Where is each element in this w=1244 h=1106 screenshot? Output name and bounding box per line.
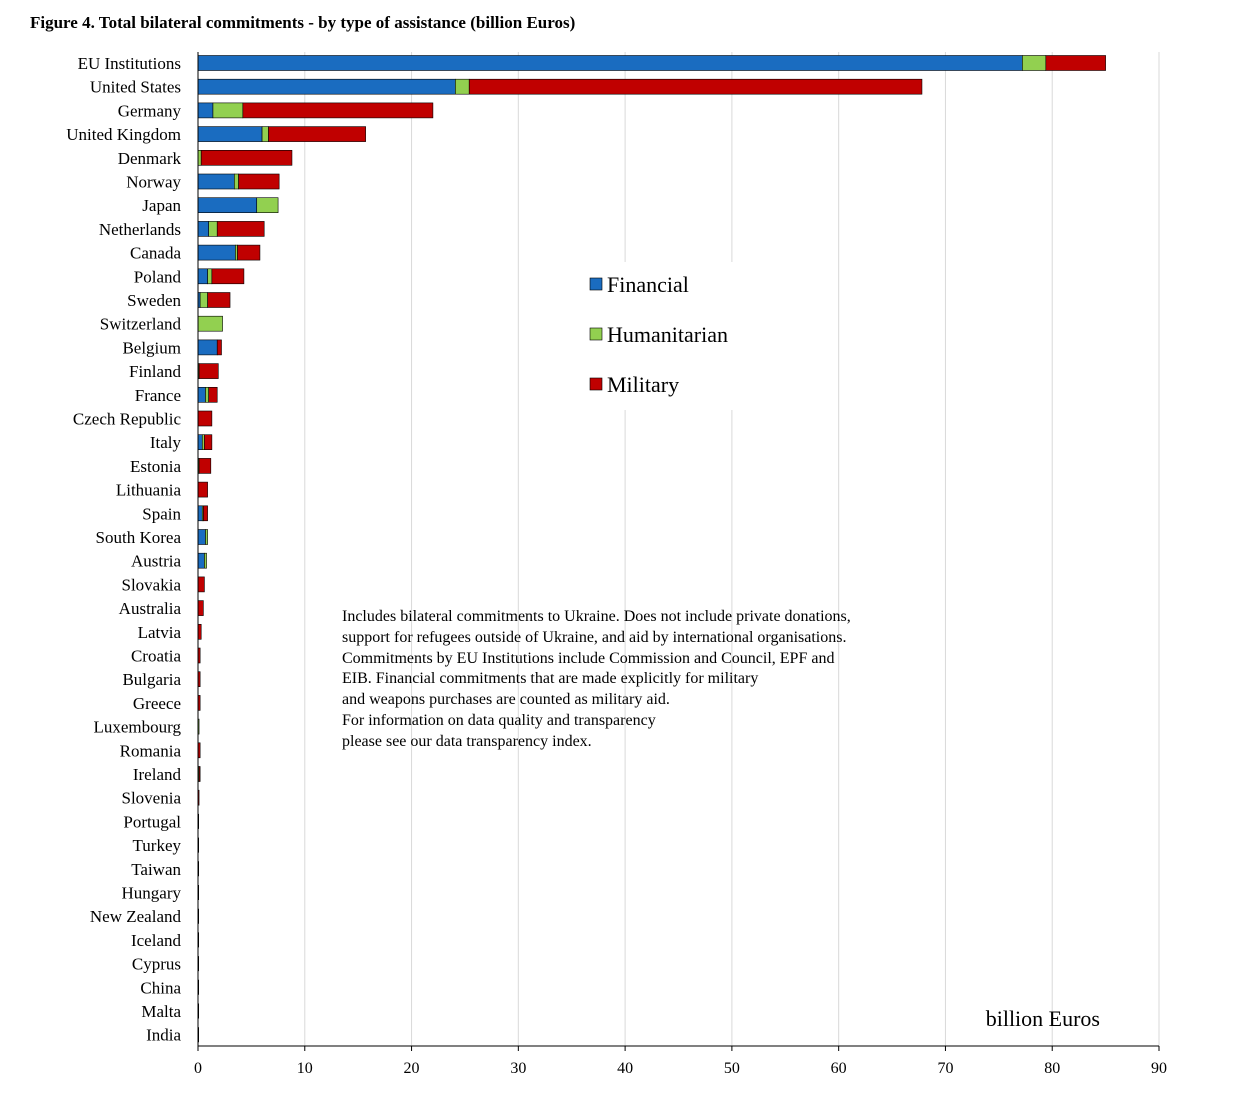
category-labels — [66, 54, 181, 1045]
bar-financial-6 — [198, 198, 257, 213]
category-label-32: Portugal — [123, 812, 181, 832]
bar-financial-9 — [198, 269, 208, 284]
bar-humanitarian-2 — [213, 103, 243, 118]
bar-military-2 — [243, 103, 433, 118]
note-line-5: For information on data quality and transparency — [342, 711, 656, 729]
bar-financial-2 — [198, 103, 213, 118]
bar-humanitarian-10 — [200, 293, 207, 308]
bar-financial-12 — [198, 340, 217, 355]
axes — [198, 52, 1159, 1051]
unit-label: billion Euros — [985, 1006, 1100, 1031]
bar-financial-0 — [198, 56, 1022, 71]
category-label-29: Romania — [119, 741, 181, 761]
bar-military-9 — [212, 269, 244, 284]
bar-military-4 — [201, 150, 292, 165]
legend — [578, 262, 743, 410]
bar-humanitarian-20 — [205, 530, 207, 545]
bar-financial-8 — [198, 245, 235, 260]
bar-military-3 — [268, 127, 365, 142]
bar-military-13 — [199, 364, 218, 379]
bar-military-30 — [199, 767, 200, 782]
bar-humanitarian-16 — [202, 435, 204, 450]
bar-military-0 — [1046, 56, 1106, 71]
x-tick-labels — [194, 1060, 1167, 1077]
category-label-10: Sweden — [127, 291, 181, 310]
bar-military-17 — [199, 458, 211, 473]
x-tick-label-90: 90 — [1151, 1060, 1167, 1077]
x-tick-label-0: 0 — [194, 1060, 202, 1077]
bar-humanitarian-9 — [208, 269, 212, 284]
bar-military-14 — [209, 387, 218, 402]
category-label-21: Austria — [130, 551, 181, 571]
category-label-2: Germany — [117, 101, 181, 121]
category-label-5: Norway — [126, 172, 181, 192]
x-tick-label-70: 70 — [937, 1060, 954, 1077]
category-label-23: Australia — [118, 599, 181, 619]
category-label-16: Italy — [149, 433, 181, 453]
note-line-6: please see our data transparency index. — [342, 732, 592, 750]
bar-military-23 — [198, 601, 203, 616]
category-label-4: Denmark — [117, 148, 181, 168]
category-label-36: New Zealand — [89, 907, 181, 927]
category-label-19: Spain — [142, 504, 181, 524]
bar-humanitarian-1 — [455, 79, 469, 94]
x-tick-label-30: 30 — [510, 1060, 527, 1077]
bar-military-12 — [217, 340, 221, 355]
category-label-41: India — [146, 1025, 181, 1045]
note-line-2: Commitments by EU Institutions include Commission and Council, EPF and — [342, 649, 835, 667]
bar-financial-14 — [198, 387, 205, 402]
category-label-15: Czech Republic — [72, 409, 181, 429]
bar-marks — [198, 56, 1106, 1043]
category-label-37: Iceland — [130, 930, 181, 950]
chart-note — [342, 607, 851, 753]
bar-financial-5 — [198, 174, 234, 189]
bar-humanitarian-8 — [235, 245, 237, 260]
bar-military-16 — [204, 435, 211, 450]
bar-financial-16 — [198, 435, 202, 450]
category-label-6: Japan — [142, 196, 181, 216]
legend-swatch-military — [590, 378, 602, 390]
category-label-28: Luxembourg — [93, 717, 181, 737]
category-label-30: Ireland — [132, 765, 181, 784]
category-label-26: Bulgaria — [122, 670, 181, 690]
category-label-24: Latvia — [137, 622, 181, 642]
note-line-3: EIB. Financial commitments that are made explicitly for military — [342, 670, 759, 688]
x-tick-label-40: 40 — [617, 1060, 634, 1077]
category-label-9: Poland — [133, 267, 181, 287]
category-label-1: United States — [89, 77, 181, 97]
bar-military-8 — [238, 245, 260, 260]
bar-financial-7 — [198, 221, 209, 236]
category-label-39: China — [140, 978, 181, 998]
bar-humanitarian-5 — [234, 174, 238, 189]
category-label-27: Greece — [132, 693, 181, 713]
category-label-13: Finland — [129, 362, 181, 382]
x-tick-label-50: 50 — [723, 1060, 740, 1077]
category-label-18: Lithuania — [115, 480, 181, 500]
bar-humanitarian-11 — [198, 316, 223, 331]
bar-military-18 — [198, 482, 208, 497]
legend-label-humanitarian: Humanitarian — [607, 322, 728, 347]
category-label-22: Slovakia — [121, 575, 181, 595]
bar-humanitarian-14 — [205, 387, 208, 402]
category-label-35: Hungary — [121, 883, 181, 903]
chart-title: Figure 4. Total bilateral commitments - by type of assistance (billion Euros) — [30, 13, 576, 32]
category-label-8: Canada — [130, 243, 181, 263]
legend-label-military: Military — [607, 372, 680, 397]
category-label-31: Slovenia — [121, 788, 181, 808]
x-tick-label-60: 60 — [830, 1060, 847, 1077]
bar-humanitarian-3 — [262, 127, 268, 142]
category-label-33: Turkey — [132, 836, 181, 856]
x-tick-label-80: 80 — [1044, 1060, 1061, 1077]
bar-humanitarian-0 — [1022, 56, 1045, 71]
category-label-11: Switzerland — [99, 314, 181, 334]
bar-financial-3 — [198, 127, 262, 142]
note-line-0: Includes bilateral commitments to Ukraine. Does not include private donations, — [342, 608, 851, 625]
x-tick-label-10: 10 — [296, 1060, 313, 1077]
bar-humanitarian-7 — [209, 221, 218, 236]
bar-humanitarian-6 — [257, 198, 278, 213]
note-line-1: support for refugees outside of Ukraine, and aid by international organisations. — [342, 628, 847, 646]
bar-financial-1 — [198, 79, 455, 94]
bar-military-10 — [208, 293, 230, 308]
category-label-7: Netherlands — [98, 219, 181, 239]
bar-military-1 — [469, 79, 922, 94]
grid-lines — [305, 52, 1159, 1046]
x-tick-label-20: 20 — [403, 1060, 420, 1077]
category-label-3: United Kingdom — [66, 125, 181, 145]
bar-financial-20 — [198, 530, 205, 545]
category-label-20: South Korea — [95, 528, 181, 547]
category-label-14: France — [134, 385, 181, 405]
note-line-4: and weapons purchases are counted as military aid. — [342, 691, 670, 709]
category-label-34: Taiwan — [131, 859, 181, 879]
bar-military-19 — [203, 506, 207, 521]
category-label-12: Belgium — [122, 338, 181, 358]
bar-financial-21 — [198, 553, 204, 568]
bar-humanitarian-21 — [204, 553, 206, 568]
category-label-38: Cyprus — [131, 954, 181, 974]
legend-swatch-financial — [590, 278, 602, 290]
bar-military-7 — [217, 221, 264, 236]
category-label-40: Malta — [141, 1002, 181, 1021]
legend-label-financial: Financial — [607, 272, 689, 297]
bar-military-5 — [239, 174, 280, 189]
legend-swatch-humanitarian — [590, 328, 602, 340]
bar-financial-19 — [198, 506, 202, 521]
category-label-0: EU Institutions — [77, 54, 181, 73]
bar-military-22 — [198, 577, 204, 592]
category-label-25: Croatia — [130, 646, 181, 666]
bar-military-15 — [198, 411, 212, 426]
category-label-17: Estonia — [130, 456, 181, 476]
